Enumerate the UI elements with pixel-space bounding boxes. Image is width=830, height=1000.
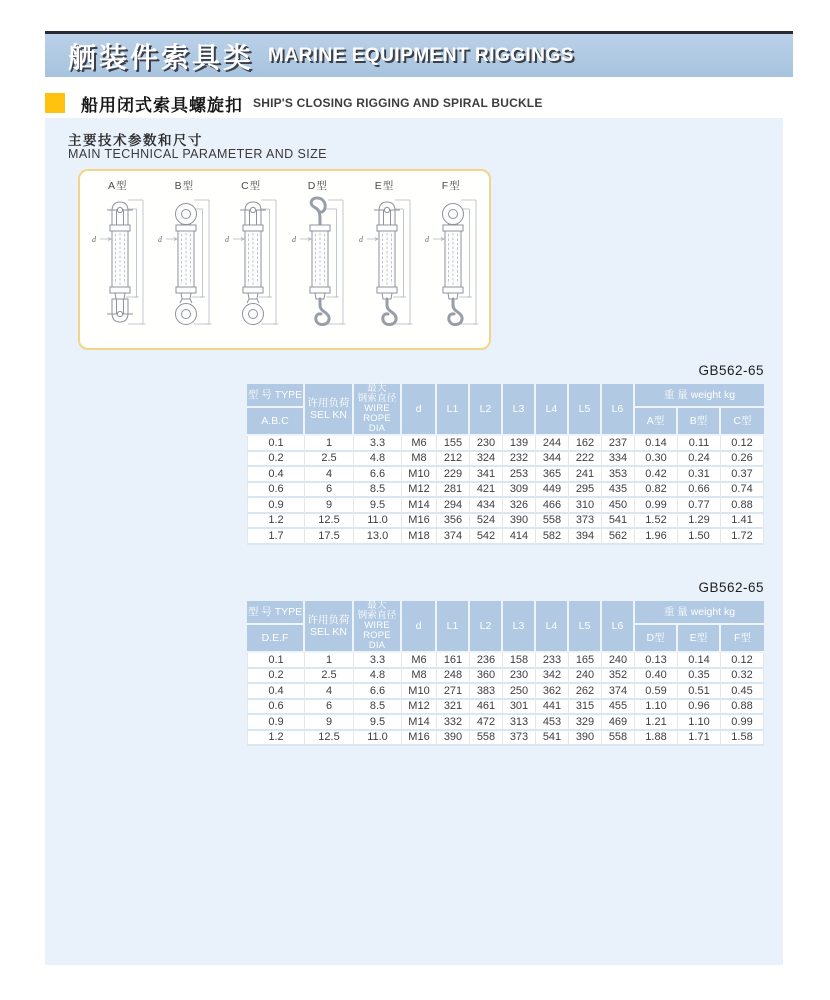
col-header-l3: L3 xyxy=(503,601,536,653)
col-header-l6: L6 xyxy=(602,384,635,436)
table-cell: M8 xyxy=(402,669,437,685)
table-cell: 12.5 xyxy=(305,514,354,530)
table-cell: 12.5 xyxy=(305,731,354,747)
table-cell: 313 xyxy=(503,715,536,731)
section-title-en: SHIP'S CLOSING RIGGING AND SPIRAL BUCKLE xyxy=(253,96,543,110)
svg-text:d: d xyxy=(425,235,430,244)
standard-label-1: GB562-65 xyxy=(698,363,764,378)
rigging-figure xyxy=(289,178,347,342)
col-header-weight: 重 量 weight kg xyxy=(635,384,764,408)
table-cell: 558 xyxy=(536,514,569,530)
table-cell: 362 xyxy=(536,684,569,700)
table-cell: 4 xyxy=(305,684,354,700)
table-cell: 8.5 xyxy=(354,700,402,716)
table-cell: 1.2 xyxy=(247,731,305,747)
table-cell: 4.8 xyxy=(354,669,402,685)
rigging-figure xyxy=(155,178,213,342)
col-header-type-group: D.E.F xyxy=(247,625,305,653)
table-cell: 1 xyxy=(305,436,354,452)
table-cell: 353 xyxy=(602,467,635,483)
col-header-l4: L4 xyxy=(536,601,569,653)
table-cell: 1.52 xyxy=(635,514,678,530)
col-header-weight-f: F型 xyxy=(721,625,764,653)
table-cell: 222 xyxy=(569,452,602,468)
col-header-weight-c: C型 xyxy=(721,408,764,436)
table-cell: 1.72 xyxy=(721,529,764,545)
table-cell: M12 xyxy=(402,483,437,499)
col-header-weight-b: B型 xyxy=(678,408,721,436)
table-cell: 524 xyxy=(470,514,503,530)
table-cell: 6 xyxy=(305,483,354,499)
table-cell: 0.14 xyxy=(635,436,678,452)
table-cell: 1.50 xyxy=(678,529,721,545)
figure-label: C型 xyxy=(241,180,262,192)
table-cell: 324 xyxy=(470,452,503,468)
table-cell: 435 xyxy=(602,483,635,499)
col-header-l5: L5 xyxy=(569,601,602,653)
table-cell: 374 xyxy=(602,684,635,700)
table-cell: M14 xyxy=(402,498,437,514)
table-cell: 1 xyxy=(305,653,354,669)
col-header-wire-rope-dia: 最大 钢索直径 WIRE ROPE DIA xyxy=(354,601,402,653)
table-cell: 236 xyxy=(470,653,503,669)
table-cell: 237 xyxy=(602,436,635,452)
table-cell: 541 xyxy=(602,514,635,530)
table-cell: 244 xyxy=(536,436,569,452)
table-cell: 1.2 xyxy=(247,514,305,530)
table-cell: 0.88 xyxy=(721,498,764,514)
table-cell: 0.6 xyxy=(247,483,305,499)
table-cell: 541 xyxy=(536,731,569,747)
table-row xyxy=(247,700,764,716)
table-cell: 461 xyxy=(470,700,503,716)
col-header-l1: L1 xyxy=(437,384,470,436)
table-cell: 0.14 xyxy=(678,653,721,669)
table-cell: 450 xyxy=(602,498,635,514)
table-cell: 0.77 xyxy=(678,498,721,514)
table-cell: 2.5 xyxy=(305,669,354,685)
table-cell: 0.30 xyxy=(635,452,678,468)
section-title-zh: 船用闭式索具螺旋扣 xyxy=(81,95,243,115)
col-header-wire-rope-dia: 最大 钢索直径 WIRE ROPE DIA xyxy=(354,384,402,436)
table-cell: 232 xyxy=(503,452,536,468)
table-cell: 0.12 xyxy=(721,653,764,669)
table-cell: 562 xyxy=(602,529,635,545)
table-cell: M14 xyxy=(402,715,437,731)
rigging-figure xyxy=(222,178,280,342)
table-cell: 281 xyxy=(437,483,470,499)
col-header-d: d xyxy=(402,601,437,653)
table-cell: 0.99 xyxy=(721,715,764,731)
table-cell: 455 xyxy=(602,700,635,716)
col-header-weight-a: A型 xyxy=(635,408,678,436)
table-cell: 3.3 xyxy=(354,436,402,452)
table-cell: 310 xyxy=(569,498,602,514)
table-cell: 3.3 xyxy=(354,653,402,669)
table-cell: 0.96 xyxy=(678,700,721,716)
table-row xyxy=(247,498,764,514)
col-header-weight-d: D型 xyxy=(635,625,678,653)
table-cell: 0.32 xyxy=(721,669,764,685)
table-cell: 240 xyxy=(602,653,635,669)
table-cell: 248 xyxy=(437,669,470,685)
table-cell: 0.24 xyxy=(678,452,721,468)
table-row xyxy=(247,467,764,483)
table-cell: 421 xyxy=(470,483,503,499)
table-cell: 1.10 xyxy=(635,700,678,716)
table-cell: 0.9 xyxy=(247,715,305,731)
table-cell: 17.5 xyxy=(305,529,354,545)
table-cell: 4 xyxy=(305,467,354,483)
table-cell: 414 xyxy=(503,529,536,545)
table-cell: M18 xyxy=(402,529,437,545)
turnbuckle-drawing xyxy=(89,194,147,342)
col-header-l2: L2 xyxy=(470,384,503,436)
turnbuckle-drawing xyxy=(222,194,280,342)
table-cell: 9.5 xyxy=(354,715,402,731)
section-header xyxy=(45,92,543,114)
table-cell: 165 xyxy=(569,653,602,669)
turnbuckle-drawing xyxy=(155,194,213,342)
table-cell: 233 xyxy=(536,653,569,669)
table-cell: 301 xyxy=(503,700,536,716)
turnbuckle-drawing xyxy=(289,194,347,342)
table-cell: 0.1 xyxy=(247,653,305,669)
table-cell: 0.66 xyxy=(678,483,721,499)
table-cell: 321 xyxy=(437,700,470,716)
table-cell: 11.0 xyxy=(354,731,402,747)
svg-text:d: d xyxy=(291,235,296,244)
table-cell: 8.5 xyxy=(354,483,402,499)
table-cell: 0.12 xyxy=(721,436,764,452)
table-cell: 212 xyxy=(437,452,470,468)
table-cell: 390 xyxy=(569,731,602,747)
table-cell: 0.9 xyxy=(247,498,305,514)
subsection-title-zh: 主要技术参数和尺寸 xyxy=(68,133,203,148)
table-cell: 344 xyxy=(536,452,569,468)
table-cell: 1.41 xyxy=(721,514,764,530)
table-cell: 582 xyxy=(536,529,569,545)
table-cell: 9.5 xyxy=(354,498,402,514)
table-cell: 309 xyxy=(503,483,536,499)
subsection-title-en: MAIN TECHNICAL PARAMETER AND SIZE xyxy=(68,147,327,161)
table-cell: 6 xyxy=(305,700,354,716)
table-cell: 6.6 xyxy=(354,684,402,700)
table-cell: 0.35 xyxy=(678,669,721,685)
table-cell: 0.4 xyxy=(247,467,305,483)
col-header-type: 型 号 TYPE xyxy=(247,601,305,625)
table-cell: 0.37 xyxy=(721,467,764,483)
table-cell: M16 xyxy=(402,514,437,530)
table-cell: M12 xyxy=(402,700,437,716)
col-header-l5: L5 xyxy=(569,384,602,436)
table-cell: 0.1 xyxy=(247,436,305,452)
table-cell: 0.2 xyxy=(247,452,305,468)
table-cell: 0.40 xyxy=(635,669,678,685)
table-cell: 0.42 xyxy=(635,467,678,483)
table-row xyxy=(247,669,764,685)
table-cell: 453 xyxy=(536,715,569,731)
rigging-figure xyxy=(356,178,414,342)
svg-text:d: d xyxy=(158,235,163,244)
table-cell: 1.88 xyxy=(635,731,678,747)
table-cell: M16 xyxy=(402,731,437,747)
table-cell: 472 xyxy=(470,715,503,731)
table-cell: 373 xyxy=(569,514,602,530)
table-cell: M10 xyxy=(402,467,437,483)
table-cell: 230 xyxy=(470,436,503,452)
content-panel xyxy=(45,118,783,965)
col-header-type-group: A.B.C xyxy=(247,408,305,436)
table-cell: 161 xyxy=(437,653,470,669)
table-cell: 390 xyxy=(503,514,536,530)
table-cell: 0.11 xyxy=(678,436,721,452)
table-cell: 334 xyxy=(602,452,635,468)
col-header-l4: L4 xyxy=(536,384,569,436)
table-cell: 0.74 xyxy=(721,483,764,499)
table-cell: M10 xyxy=(402,684,437,700)
figure-label: E型 xyxy=(374,180,395,192)
page-banner xyxy=(45,31,793,77)
table-cell: 558 xyxy=(470,731,503,747)
table-row xyxy=(247,436,764,452)
table-cell: 434 xyxy=(470,498,503,514)
spec-table-def xyxy=(247,601,764,746)
table-cell: 0.6 xyxy=(247,700,305,716)
table-cell: 0.88 xyxy=(721,700,764,716)
table-row xyxy=(247,715,764,731)
table-cell: 162 xyxy=(569,436,602,452)
table-cell: 6.6 xyxy=(354,467,402,483)
table-cell: 241 xyxy=(569,467,602,483)
col-header-l6: L6 xyxy=(602,601,635,653)
table-cell: 326 xyxy=(503,498,536,514)
table-cell: 294 xyxy=(437,498,470,514)
col-header-l1: L1 xyxy=(437,601,470,653)
table-cell: 0.13 xyxy=(635,653,678,669)
table-cell: 352 xyxy=(602,669,635,685)
col-header-sel: 许用负荷 SEL KN xyxy=(305,601,354,653)
table-row xyxy=(247,452,764,468)
rigging-figure xyxy=(422,178,480,342)
table-cell: 356 xyxy=(437,514,470,530)
table-cell: 230 xyxy=(503,669,536,685)
table-cell: 253 xyxy=(503,467,536,483)
banner-title-zh: 舾装件索具类 xyxy=(68,41,255,73)
table-cell: 271 xyxy=(437,684,470,700)
table-cell: 390 xyxy=(437,731,470,747)
table-cell: M8 xyxy=(402,452,437,468)
table-row xyxy=(247,514,764,530)
figure-label: A型 xyxy=(107,180,128,192)
table-cell: 0.51 xyxy=(678,684,721,700)
figure-label: D型 xyxy=(307,180,328,192)
table-cell: 1.7 xyxy=(247,529,305,545)
table-cell: 11.0 xyxy=(354,514,402,530)
table-cell: 466 xyxy=(536,498,569,514)
spec-table-abc xyxy=(247,384,764,545)
banner-title-en: MARINE EQUIPMENT RIGGINGS xyxy=(268,44,574,66)
table-cell: 1.71 xyxy=(678,731,721,747)
table-cell: 374 xyxy=(437,529,470,545)
table-cell: 449 xyxy=(536,483,569,499)
table-cell: 469 xyxy=(602,715,635,731)
table-cell: 341 xyxy=(470,467,503,483)
table-cell: 1.96 xyxy=(635,529,678,545)
table-cell: 332 xyxy=(437,715,470,731)
figure-label: B型 xyxy=(174,180,195,192)
turnbuckle-drawing xyxy=(356,194,414,342)
table-cell: 250 xyxy=(503,684,536,700)
col-header-d: d xyxy=(402,384,437,436)
table-cell: 13.0 xyxy=(354,529,402,545)
table-cell: 0.82 xyxy=(635,483,678,499)
table-cell: 155 xyxy=(437,436,470,452)
table-cell: 2.5 xyxy=(305,452,354,468)
table-cell: 158 xyxy=(503,653,536,669)
table-cell: 1.10 xyxy=(678,715,721,731)
table-cell: 329 xyxy=(569,715,602,731)
table-cell: 229 xyxy=(437,467,470,483)
table-cell: 365 xyxy=(536,467,569,483)
table-cell: 0.4 xyxy=(247,684,305,700)
table-cell: M6 xyxy=(402,653,437,669)
table-cell: 1.21 xyxy=(635,715,678,731)
table-row xyxy=(247,684,764,700)
col-header-weight: 重 量 weight kg xyxy=(635,601,764,625)
table-cell: 295 xyxy=(569,483,602,499)
col-header-sel: 许用负荷 SEL KN xyxy=(305,384,354,436)
table-cell: 342 xyxy=(536,669,569,685)
table-cell: 1.58 xyxy=(721,731,764,747)
standard-label-2: GB562-65 xyxy=(698,580,764,595)
table-row xyxy=(247,653,764,669)
col-header-l2: L2 xyxy=(470,601,503,653)
table-cell: 240 xyxy=(569,669,602,685)
svg-text:d: d xyxy=(358,235,363,244)
col-header-l3: L3 xyxy=(503,384,536,436)
table-cell: 9 xyxy=(305,498,354,514)
col-header-type: 型 号 TYPE xyxy=(247,384,305,408)
table-cell: 0.2 xyxy=(247,669,305,685)
table-cell: 558 xyxy=(602,731,635,747)
table-cell: 394 xyxy=(569,529,602,545)
yellow-bullet-icon xyxy=(45,93,65,113)
table-cell: 373 xyxy=(503,731,536,747)
table-cell: 4.8 xyxy=(354,452,402,468)
table-row xyxy=(247,483,764,499)
table-cell: 0.26 xyxy=(721,452,764,468)
table-cell: 0.59 xyxy=(635,684,678,700)
table-cell: 315 xyxy=(569,700,602,716)
table-cell: 262 xyxy=(569,684,602,700)
table-cell: 383 xyxy=(470,684,503,700)
svg-text:d: d xyxy=(225,235,230,244)
table-cell: 1.29 xyxy=(678,514,721,530)
table-cell: 0.31 xyxy=(678,467,721,483)
table-cell: 0.45 xyxy=(721,684,764,700)
table-cell: M6 xyxy=(402,436,437,452)
technical-drawing-box xyxy=(78,169,491,350)
table-cell: 441 xyxy=(536,700,569,716)
table-cell: 9 xyxy=(305,715,354,731)
table-cell: 139 xyxy=(503,436,536,452)
table-row xyxy=(247,529,764,545)
table-row xyxy=(247,731,764,747)
table-cell: 360 xyxy=(470,669,503,685)
turnbuckle-drawing xyxy=(422,194,480,342)
svg-text:d: d xyxy=(91,235,96,244)
table-cell: 542 xyxy=(470,529,503,545)
figure-label: F型 xyxy=(441,180,461,192)
col-header-weight-e: E型 xyxy=(678,625,721,653)
rigging-figure xyxy=(89,178,147,342)
table-cell: 0.99 xyxy=(635,498,678,514)
